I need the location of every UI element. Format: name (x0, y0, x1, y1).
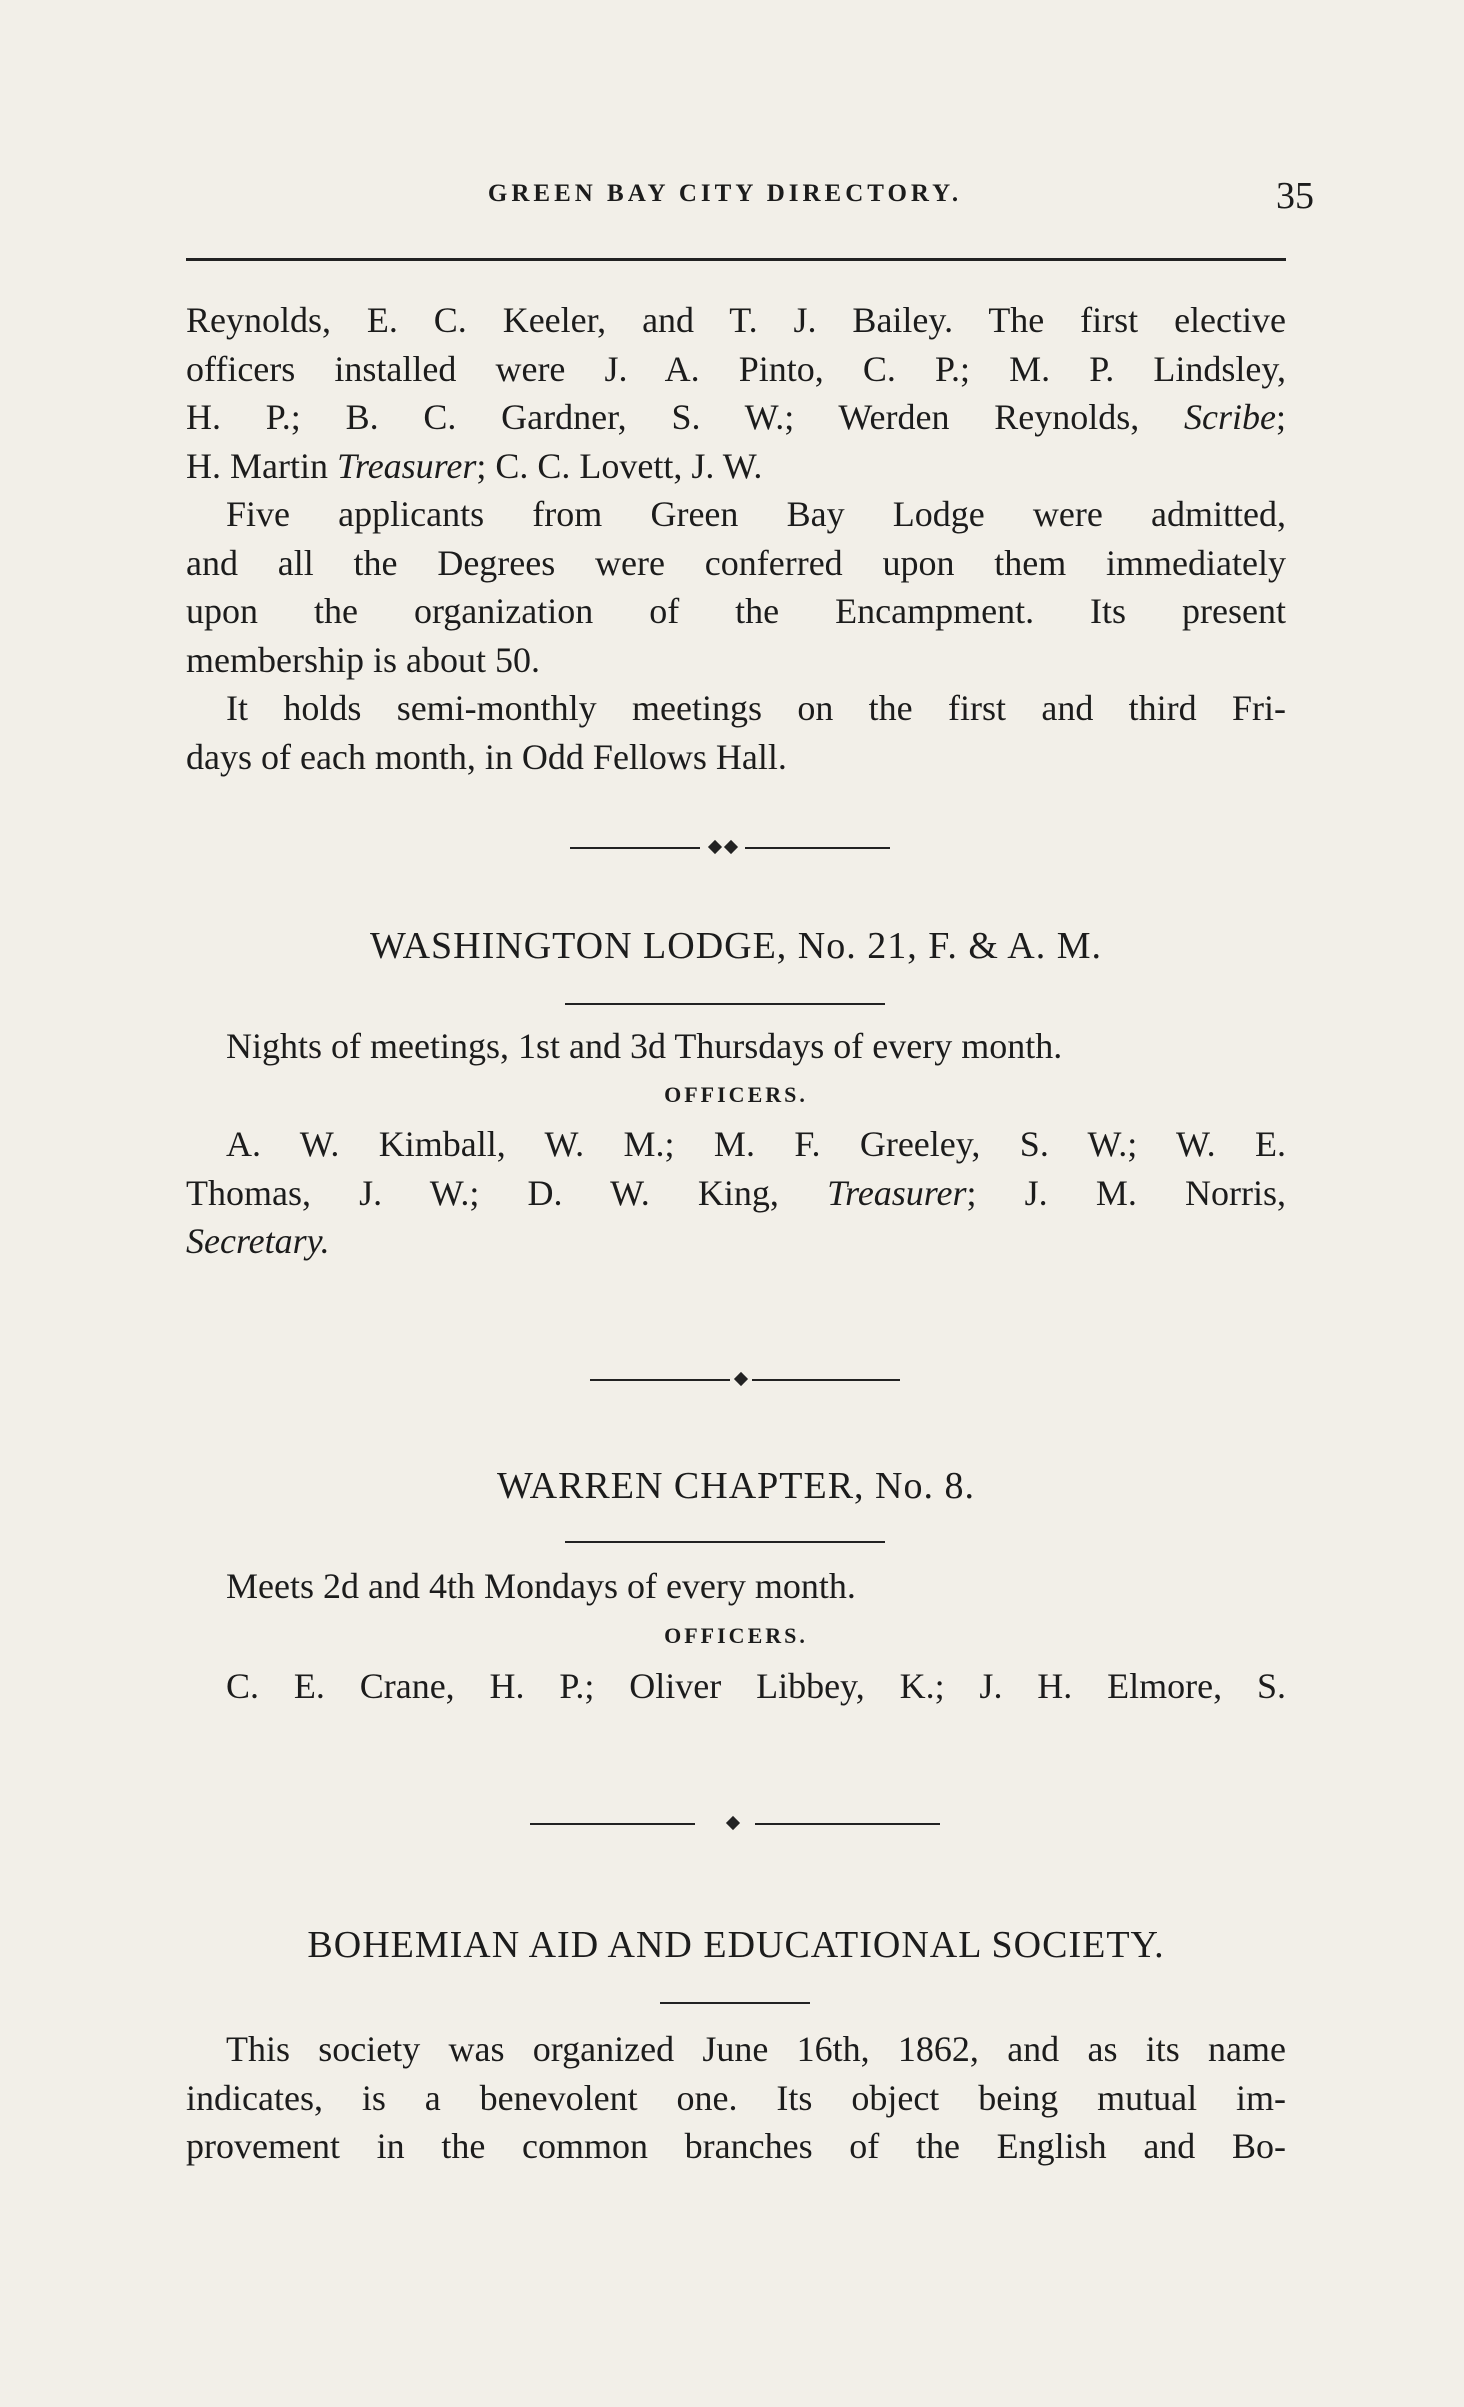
text-line: It holds semi-monthly meetings on the first and third Fri- (226, 688, 1286, 728)
text-line: Nights of meetings, 1st and 3d Thursdays of every month. (226, 1026, 1063, 1066)
text-line: Reynolds, E. C. Keeler, and T. J. Bailey. The first elective (186, 300, 1286, 340)
warren-meetings (186, 1562, 1286, 1611)
text-segment: H. Martin (186, 445, 328, 486)
ornament-bar (745, 847, 890, 849)
section-title: WARREN CHAPTER, No. 8. (496, 1465, 976, 1507)
text-segment: H. P.; B. C. Gardner, S. W.; Werden Reynolds, (186, 397, 1140, 437)
header-rule (186, 258, 1286, 261)
secretary-title: Secretary. (186, 1221, 330, 1261)
text-line: indicates, is a benevolent one. Its object being mutual im- (186, 2077, 1286, 2118)
title-rule (660, 2002, 810, 2004)
scribe-title: Scribe (1184, 397, 1276, 437)
text-line: A. W. Kimball, W. M.; M. F. Greeley, S. W.; W. E. (226, 1124, 1286, 1164)
text-line: H. P.; B. C. Gardner, S. W.; Werden Reynolds, Scribe; (186, 397, 1286, 437)
text-line: C. E. Crane, H. P.; Oliver Libbey, K.; J. H. Elmore, S. (226, 1666, 1286, 1706)
section-ornament (570, 838, 890, 858)
section-title: WASHINGTON LODGE, No. 21, F. & A. M. (369, 925, 1103, 967)
text-segment: Thomas, J. W.; D. W. King, (186, 1172, 779, 1213)
text-line: membership is about 50. (186, 639, 540, 680)
running-head: GREEN BAY CITY DIRECTORY. (487, 180, 963, 207)
text-line: days of each month, in Odd Fellows Hall. (186, 736, 787, 777)
bohemian-paragraph (186, 2025, 1286, 2171)
ornament-bar (590, 1379, 730, 1381)
text-line: Meets 2d and 4th Mondays of every month. (226, 1566, 856, 1606)
ornament-bar (530, 1823, 695, 1825)
text-line: upon the organization of the Encampment. Its present (186, 591, 1286, 631)
text-line: This society was organized June 16th, 1862, and as its name (226, 2029, 1286, 2069)
text-line: Five applicants from Green Bay Lodge were admitted, (226, 494, 1286, 534)
text-line: officers installed were J. A. Pinto, C. P.; M. P. Lindsley, (186, 348, 1286, 389)
text-line (186, 1217, 1286, 1266)
text-line: provement in the common branches of the English and Bo- (186, 2126, 1286, 2166)
washington-meetings (186, 1022, 1286, 1071)
text-segment: ; C. C. Lovett, J. W. (476, 445, 763, 486)
ornament-bar (755, 1823, 940, 1825)
treasurer-title: Treasurer (827, 1172, 967, 1213)
section-title: BOHEMIAN AID AND EDUCATIONAL SOCIETY. (307, 1924, 1165, 1966)
officers-label: OFFICERS. (664, 1082, 808, 1107)
ornament-diamond (726, 1816, 740, 1830)
page-number: 35 (1276, 175, 1314, 217)
title-rule (565, 1541, 885, 1543)
encampment-paragraph-1 (186, 296, 1286, 781)
text-line (186, 1169, 1286, 1218)
ornament-bar (752, 1379, 900, 1381)
text-line (186, 442, 1286, 491)
washington-officers (186, 1120, 1286, 1266)
warren-officers (186, 1662, 1286, 1711)
ornament-diamond (708, 840, 722, 854)
ornament-diamond (734, 1372, 748, 1386)
officers-label: OFFICERS. (664, 1623, 808, 1648)
text-line: and all the Degrees were conferred upon them immediately (186, 542, 1286, 583)
title-rule (565, 1003, 885, 1005)
treasurer-title: Treasurer (336, 445, 477, 486)
ornament-bar (570, 847, 700, 849)
text-segment: ; J. M. Norris, (966, 1172, 1287, 1213)
section-ornament (590, 1370, 900, 1390)
section-ornament (530, 1814, 940, 1834)
ornament-diamond (724, 840, 738, 854)
